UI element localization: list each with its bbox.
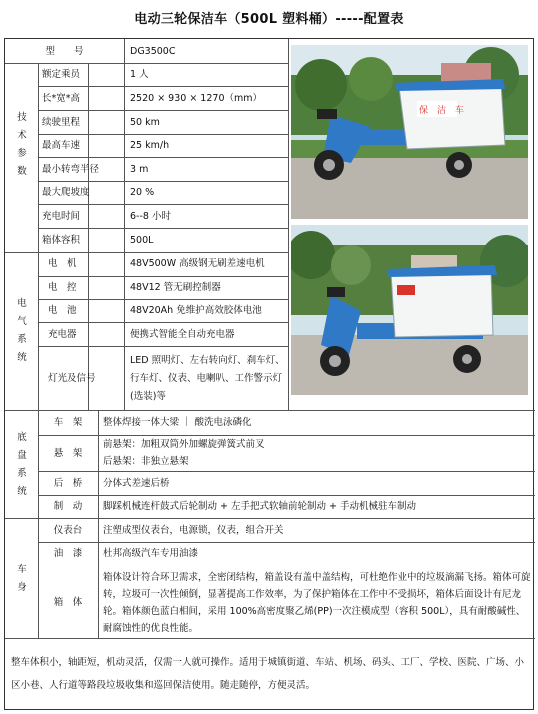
chassis-value: 脚踩机械连杆鼓式后轮制动 + 左手把式软轴前轮制动 + 手动机械驻车制动 — [103, 501, 416, 512]
electric-label: 充电器 — [48, 329, 77, 340]
chassis-value: 前悬架：加粗双筒外加螺旋弹簧式前叉 — [103, 439, 265, 450]
divider — [5, 410, 535, 411]
tech-value: 50 km — [130, 117, 160, 128]
divider — [5, 638, 535, 639]
vehicle-photo-front-art — [291, 45, 528, 219]
tech-value: 2520 × 930 × 1270（mm） — [130, 93, 262, 104]
divider — [288, 39, 289, 410]
electric-label: 电 机 — [48, 258, 77, 269]
divider — [5, 518, 535, 519]
chassis-value: 后悬架：非独立悬架 — [103, 456, 189, 467]
body-value: 箱体设计符合环卫需求，全密闭结构，箱盖设有盖中盖结构，可杜绝作业中的垃圾滴漏飞扬。箱体可旋转，垃圾可一次性倾倒，显著提高工作效率，为了保护箱体在工作中不受损坏，箱体后面设计有尼龙轮。箱体颜色蓝白相间，采用 100%高密度聚乙烯(PP)一次注模成型（容积 500L），具有耐酸碱性、耐腐蚀性的优良性能。 — [103, 572, 531, 634]
electric-value: LED 照明灯、左右转向灯、刹车灯、行车灯、仪表、电喇叭、工作警示灯(选装)等 — [130, 355, 285, 402]
divider — [38, 435, 535, 436]
chassis-label: 车 架 — [53, 417, 83, 428]
electric-value: 48V500W 高级钢无刷差速电机 — [130, 258, 265, 269]
config-table — [4, 38, 534, 710]
bin-label: 保 洁 车 — [419, 106, 465, 116]
divider — [38, 228, 288, 229]
tech-value: 6--8 小时 — [130, 211, 171, 222]
body-label: 油 漆 — [53, 548, 83, 559]
category-chassis: 底盘系统 — [17, 432, 27, 497]
electric-value: 48V12 管无刷控制器 — [130, 282, 221, 293]
footer-description: 整车体积小，轴距短，机动灵活，仅需一人就可操作。适用于城镇街道、车站、机场、码头、工厂、学校、医院、广场、小区小巷、人行道等路段垃圾收集和巡回保洁使用。随走随停，方便灵活。 — [11, 657, 525, 691]
electric-value: 48V20Ah 免维护高效胶体电池 — [130, 305, 262, 316]
electric-value: 便携式智能全自动充电器 — [130, 329, 235, 340]
tech-label: 最高车速 — [42, 140, 81, 151]
electric-label: 灯光及信号 — [48, 373, 96, 384]
divider — [38, 110, 288, 111]
divider — [38, 276, 288, 277]
tech-value: 3 m — [130, 164, 149, 175]
tech-value: 500L — [130, 235, 154, 246]
divider — [38, 346, 288, 347]
chassis-label: 悬 架 — [53, 448, 83, 459]
tech-label: 最小转弯半径 — [42, 164, 100, 175]
divider — [38, 86, 288, 87]
vehicle-photo-front — [291, 45, 528, 219]
body-label: 箱 体 — [53, 597, 83, 608]
vehicle-photo-side-art — [291, 225, 528, 395]
tech-value: 20 % — [130, 187, 155, 198]
tech-value: 1 人 — [130, 69, 149, 80]
body-value: 注塑成型仪表台，电源锁，仪表，组合开关 — [103, 525, 284, 536]
page-title: 电动三轮保洁车（500L 塑料桶）-----配置表 — [134, 12, 404, 27]
divider — [38, 181, 288, 182]
divider — [38, 495, 535, 496]
electric-label: 电 池 — [48, 305, 77, 316]
chassis-label: 制 动 — [53, 501, 83, 512]
divider — [38, 204, 288, 205]
vehicle-photo-side — [291, 225, 528, 395]
tech-label: 额定乘员 — [42, 69, 81, 80]
divider — [5, 252, 288, 253]
divider — [38, 471, 535, 472]
tech-label: 充电时间 — [42, 211, 81, 222]
tech-label: 续驶里程 — [42, 117, 81, 128]
divider — [38, 157, 288, 158]
tech-label: 最大爬坡度 — [42, 187, 90, 198]
electric-label: 电 控 — [48, 282, 77, 293]
divider — [5, 63, 288, 64]
tech-value: 25 km/h — [130, 140, 170, 151]
category-tech: 技术参数 — [17, 112, 27, 177]
body-value: 杜邦高级汽车专用油漆 — [103, 548, 199, 559]
divider — [38, 542, 535, 543]
body-label: 仪表台 — [53, 525, 83, 536]
chassis-label: 后 桥 — [53, 478, 83, 489]
divider — [38, 299, 288, 300]
category-body: 车身 — [17, 564, 27, 593]
chassis-value: 分体式差速后桥 — [103, 478, 170, 489]
model-label: 型 号 — [45, 46, 84, 57]
tech-label: 箱体容积 — [42, 235, 81, 246]
chassis-value: 整体焊接一体大梁 ｜ 酸洗电泳磷化 — [103, 417, 252, 428]
divider — [38, 134, 288, 135]
model-value: DG3500C — [130, 46, 176, 57]
tech-label: 长*宽*高 — [42, 93, 81, 104]
divider — [98, 410, 99, 638]
category-electric: 电气系统 — [17, 298, 27, 363]
divider — [38, 322, 288, 323]
